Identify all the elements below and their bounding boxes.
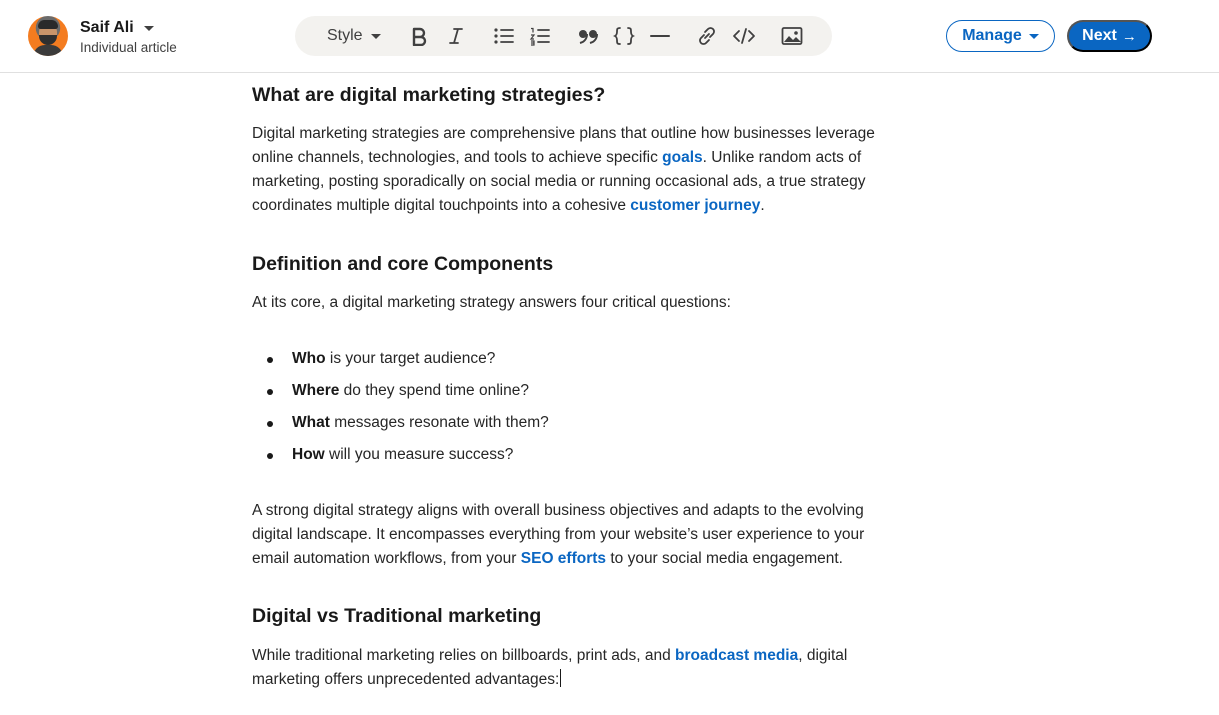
bulleted-list-icon[interactable] (491, 24, 517, 48)
author-switcher[interactable] (28, 16, 177, 56)
paragraph: Digital marketing strategies are comprehensive plans that outline how businesses leverage online channels, technologies, and tools to achieve specific goals. Unlike random acts of marketing, posting sporadically on social media or running occasional ads, a true strategy coordinates multiple digital touchpoints into a cohesive customer journey. (252, 125, 875, 214)
inline-code-icon[interactable] (731, 24, 757, 48)
numbered-list-icon[interactable] (527, 24, 553, 48)
manage-label: Manage (962, 27, 1022, 44)
inline-link-seo-efforts[interactable]: SEO efforts (520, 550, 607, 567)
article-type-label: Individual article (80, 40, 177, 55)
quote-icon[interactable] (575, 24, 601, 48)
next-button[interactable] (1067, 20, 1152, 52)
chevron-down-icon (371, 34, 381, 39)
next-label: Next (1082, 27, 1117, 44)
editor-header (0, 0, 1219, 73)
avatar (28, 16, 68, 56)
link-icon[interactable] (694, 24, 720, 48)
arrow-right-icon: → (1121, 27, 1137, 45)
inline-link-goals[interactable]: goals (662, 149, 703, 166)
paragraph: A strong digital strategy aligns with overall business objectives and adapts to the evolving digital landscape. It encompasses everything from your website’s user experience to your email automation workflows, from your SEO efforts to your social media engagement. (252, 502, 865, 567)
chevron-down-icon (1029, 34, 1039, 39)
formatting-toolbar (295, 16, 832, 56)
author-info (80, 17, 177, 55)
italic-icon[interactable] (443, 24, 469, 48)
paragraph: While traditional marketing relies on billboards, print ads, and broadcast media, digital marketing offers unprecedented advantages: (252, 647, 848, 688)
style-label: Style (327, 27, 363, 44)
image-icon[interactable] (779, 24, 805, 48)
manage-button[interactable] (946, 20, 1055, 52)
author-name: Saif Ali (80, 19, 134, 36)
section-heading: Definition and core Components (252, 253, 554, 275)
text-cursor (560, 669, 561, 687)
section-heading: Digital vs Traditional marketing (252, 605, 542, 627)
chevron-down-icon[interactable] (144, 26, 154, 31)
paragraph: At its core, a digital marketing strategy answers four critical questions: (252, 294, 731, 311)
divider-icon[interactable] (647, 24, 673, 48)
style-dropdown[interactable] (327, 25, 381, 47)
bold-icon[interactable] (406, 24, 432, 48)
inline-link-customer-journey[interactable]: customer journey (630, 197, 761, 214)
section-heading: What are digital marketing strategies? (252, 84, 606, 106)
code-block-icon[interactable] (611, 24, 637, 48)
inline-link-broadcast-media[interactable]: broadcast media (675, 647, 799, 664)
